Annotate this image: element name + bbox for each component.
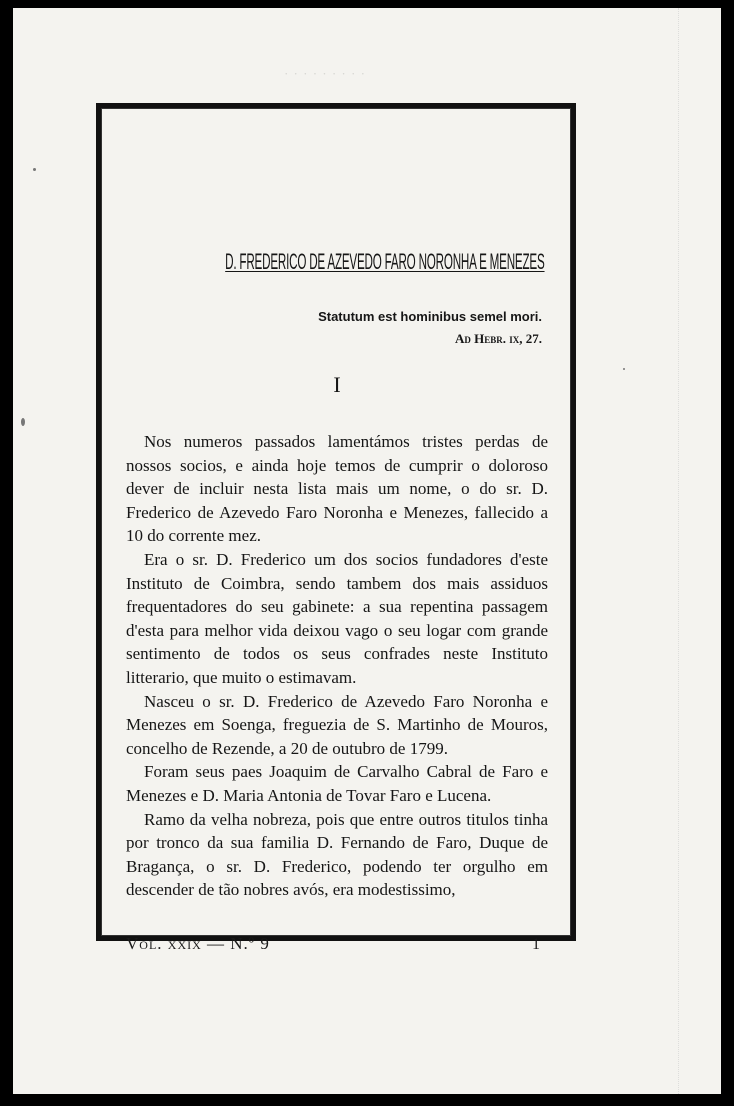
paragraph: Era o sr. D. Frederico um dos socios fundadores d'este Instituto de Coimbra, sendo tambem dos mais assiduos frequentadores do seu gabinete: a sua repentina passagem d'esta para melhor vida deixou vago o seu logar com grande sentimento de todos os seus confrades neste Instituto litterario, que muito o estimavam. — [126, 549, 548, 687]
epigraph-source: Ad Hebr. ix, 27. — [454, 331, 542, 346]
paper-speck — [623, 368, 625, 370]
epigraph-quote: Statutum est hominibus semel mori. — [318, 309, 542, 324]
paragraph: Foram seus paes Joaquim de Carvalho Cabral de Faro e Menezes e D. Maria Antonia de Tovar Faro e Lucena. — [126, 762, 548, 805]
sheet-number: 1 — [532, 936, 540, 953]
mourning-frame — [96, 103, 576, 941]
show-through-header: · · · · · · · · · — [283, 66, 365, 81]
paper-speck — [21, 418, 25, 426]
document-page — [13, 8, 721, 1094]
article-body — [126, 430, 548, 902]
volume-signature: Vol. xxix — N.º 9 — [126, 934, 270, 953]
section-number: I — [333, 372, 341, 397]
page-edge — [678, 8, 721, 1094]
paragraph: Ramo da velha nobreza, pois que entre outros titulos tinha por tronco da sua familia D. Fernando de Faro, Duque de Bragança, o sr. D. Frederico, podendo ter orgulho em descender de tão nobres avós, era modestissimo, — [126, 809, 548, 900]
paper-speck — [33, 168, 36, 171]
article-title: D. FREDERICO DE AZEVEDO FARO NORONHA E MENEZES — [225, 249, 545, 274]
page-footer — [116, 930, 556, 958]
paragraph: Nasceu o sr. D. Frederico de Azevedo Faro Noronha e Menezes em Soenga, freguezia de S. Martinho de Mouros, concelho de Rezende, a 20 de outubro de 1799. — [126, 691, 548, 758]
paragraph: Nos numeros passados lamentámos tristes perdas de nossos socios, e ainda hoje temos de cumprir o doloroso dever de incluir nesta lista mais um nome, o do sr. D. Frederico de Azevedo Faro Noronha e Menezes, fallecido a 10 do corrente mez. — [126, 432, 548, 546]
epigraph — [318, 306, 542, 350]
